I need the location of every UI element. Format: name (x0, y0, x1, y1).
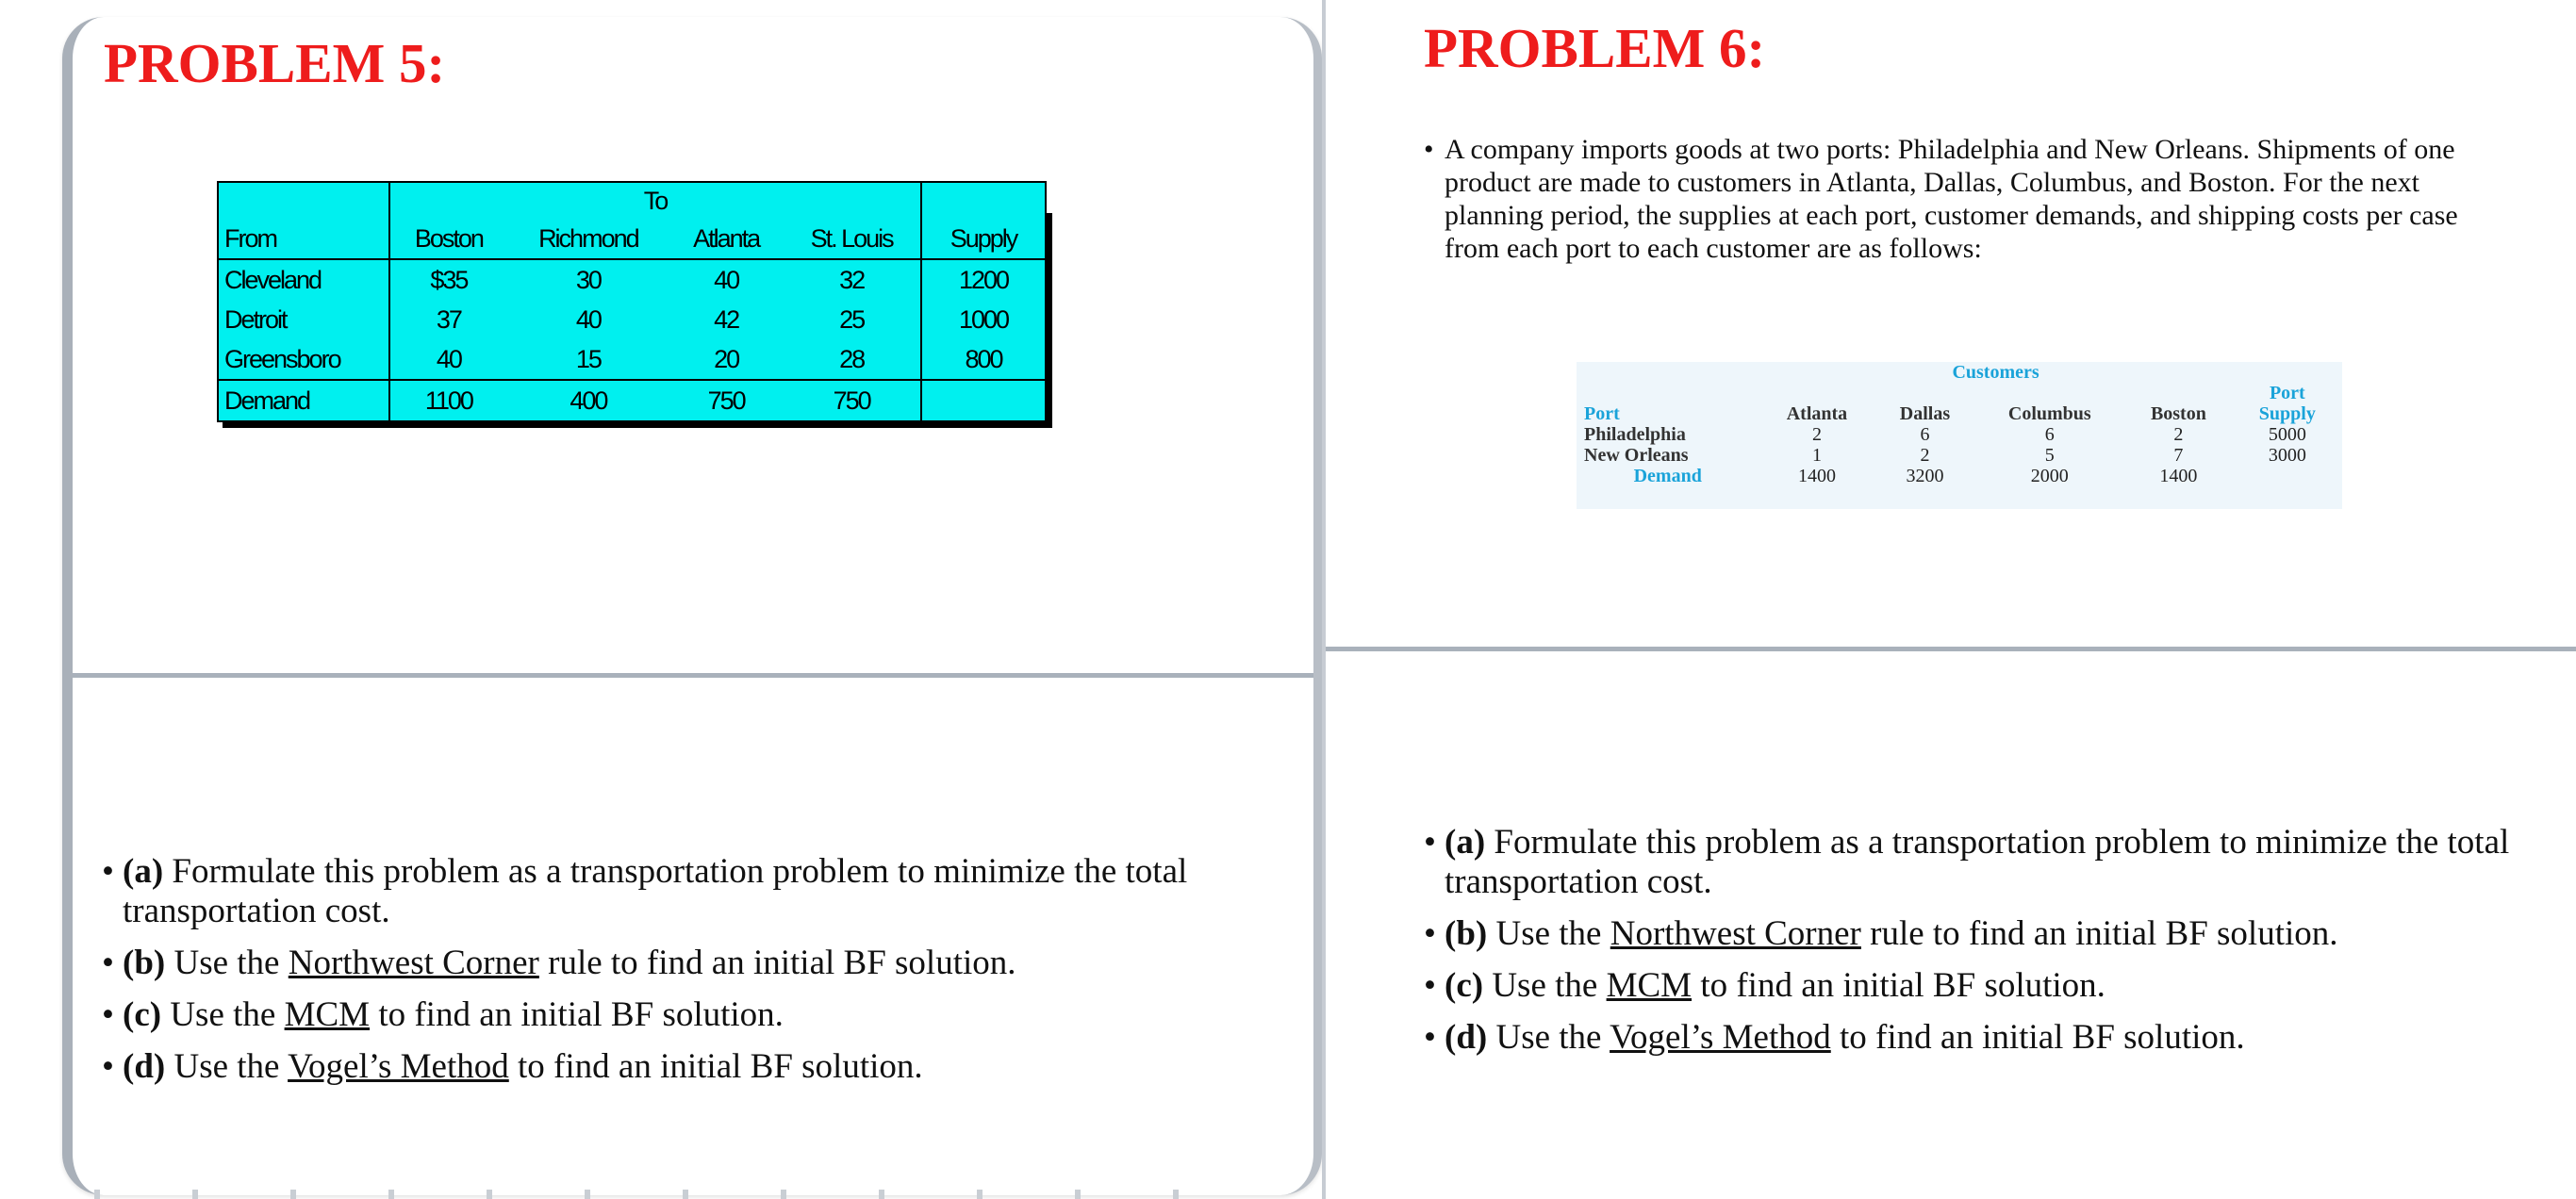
method-name: Vogel’s Method (288, 1047, 509, 1086)
cost-cell: 32 (839, 265, 865, 294)
demand-cell: 750 (783, 380, 921, 421)
cost-cell: 6 (1920, 424, 1930, 445)
table-header-row (1577, 383, 2342, 403)
demand-cell: 1400 (1797, 466, 1836, 486)
problem5-table (217, 181, 1047, 422)
demand-row (1577, 466, 2342, 486)
cost-cell: 2 (1920, 445, 1930, 466)
customers-label: Customers (1952, 362, 2039, 383)
slide-gutter (94, 1190, 1263, 1199)
method-name: Vogel’s Method (1610, 1018, 1831, 1057)
question-item: • (d) Use the Vogel’s Method to find an initial BF solution. (102, 1047, 1196, 1087)
cost-cell: 40 (714, 265, 739, 294)
problem5-title: PROBLEM 5: (104, 32, 446, 94)
destination-header: Atlanta (669, 219, 783, 259)
problem6-questions (1424, 823, 2536, 1070)
customer-header: Dallas (1899, 403, 1951, 424)
problem6-intro (1424, 133, 2508, 265)
table-row (1577, 424, 2342, 445)
cost-cell: 2 (2173, 424, 2184, 445)
demand-cell: 400 (507, 380, 669, 421)
cost-cell: 25 (839, 304, 865, 334)
from-label: From (218, 219, 389, 259)
port-label: Port (1584, 403, 1620, 424)
problem6-title: PROBLEM 6: (1424, 17, 1766, 79)
cost-cell: 28 (839, 344, 865, 373)
table-header-row (218, 182, 1046, 219)
cost-cell: 40 (575, 304, 601, 334)
problem6-table (1577, 362, 2342, 486)
demand-cell: 2000 (2030, 466, 2069, 486)
demand-cell: 1400 (2159, 466, 2198, 486)
demand-cell: 3200 (1906, 466, 1944, 486)
slide-divider (73, 673, 1313, 678)
problem5-questions (102, 852, 1196, 1099)
supply-cell: 1200 (921, 259, 1046, 300)
to-label: To (643, 186, 668, 215)
cost-cell: 37 (436, 304, 461, 334)
supply-header: Supply (921, 219, 1046, 259)
demand-row (218, 380, 1046, 421)
question-item: • (c) Use the MCM to find an initial BF solution. (1424, 966, 2536, 1006)
demand-cell: 1100 (389, 380, 507, 421)
cost-cell: 40 (436, 344, 461, 373)
cost-cell: 7 (2173, 445, 2184, 466)
question-item: • (d) Use the Vogel’s Method to find an initial BF solution. (1424, 1018, 2536, 1058)
port-cell: Philadelphia (1584, 424, 1686, 445)
table-row (218, 300, 1046, 339)
source-cell: Cleveland (218, 259, 389, 300)
table-row (218, 259, 1046, 300)
cost-cell: $35 (430, 265, 468, 294)
cost-cell: 20 (714, 344, 739, 373)
supply-cell: 3000 (2268, 445, 2306, 466)
customer-header: Boston (2150, 403, 2206, 424)
question-item: • (a) Formulate this problem as a transportation problem to minimize the total transportation cost. (102, 852, 1196, 931)
table-header-row (1577, 403, 2342, 424)
demand-cell: 750 (669, 380, 783, 421)
method-name: MCM (284, 995, 371, 1034)
demand-label: Demand (1633, 466, 1702, 486)
supply-cell: 1000 (921, 300, 1046, 339)
cost-cell: 6 (2044, 424, 2055, 445)
question-item: • (a) Formulate this problem as a transportation problem to minimize the total transportation cost. (1424, 823, 2536, 902)
table-header-row (218, 219, 1046, 259)
slide-divider (1326, 647, 2576, 651)
table-row (1577, 445, 2342, 466)
problem6-table-panel (1577, 362, 2342, 509)
cost-cell: 15 (575, 344, 601, 373)
customer-header: Atlanta (1786, 403, 1848, 424)
supply-cell: 5000 (2268, 424, 2306, 445)
table-row (218, 339, 1046, 380)
cost-cell: 30 (575, 265, 601, 294)
source-cell: Greensboro (218, 339, 389, 380)
port-supply-label: Supply (2258, 403, 2316, 424)
cost-cell: 5 (2044, 445, 2055, 466)
cost-cell: 2 (1811, 424, 1822, 445)
customer-header: Columbus (2007, 403, 2091, 424)
port-supply-label: Port (2269, 383, 2305, 403)
method-name: Northwest Corner (1610, 914, 1861, 953)
supply-cell: 800 (921, 339, 1046, 380)
destination-header: Richmond (507, 219, 669, 259)
cost-cell: 1 (1811, 445, 1822, 466)
table-header-row (1577, 362, 2342, 383)
port-cell: New Orleans (1584, 445, 1689, 466)
method-name: MCM (1606, 966, 1693, 1005)
question-item: • (b) Use the Northwest Corner rule to find an initial BF solution. (1424, 914, 2536, 954)
problem6-slide (1322, 0, 2576, 1199)
cost-cell: 42 (714, 304, 739, 334)
source-cell: Detroit (218, 300, 389, 339)
demand-label: Demand (218, 380, 389, 421)
question-item: • (b) Use the Northwest Corner rule to find an initial BF solution. (102, 944, 1196, 983)
destination-header: St. Louis (783, 219, 921, 259)
question-item: • (c) Use the MCM to find an initial BF solution. (102, 995, 1196, 1035)
intro-text: • A company imports goods at two ports: Philadelphia and New Orleans. Shipments of one product are made to customers in Atlanta, Dallas, Columbus, and Boston. For the next planning period, the supplies at each port, customer demands, and shipping costs per case from each port to each customer are as follows: (1424, 133, 2508, 265)
destination-header: Boston (389, 219, 507, 259)
method-name: Northwest Corner (288, 944, 539, 982)
